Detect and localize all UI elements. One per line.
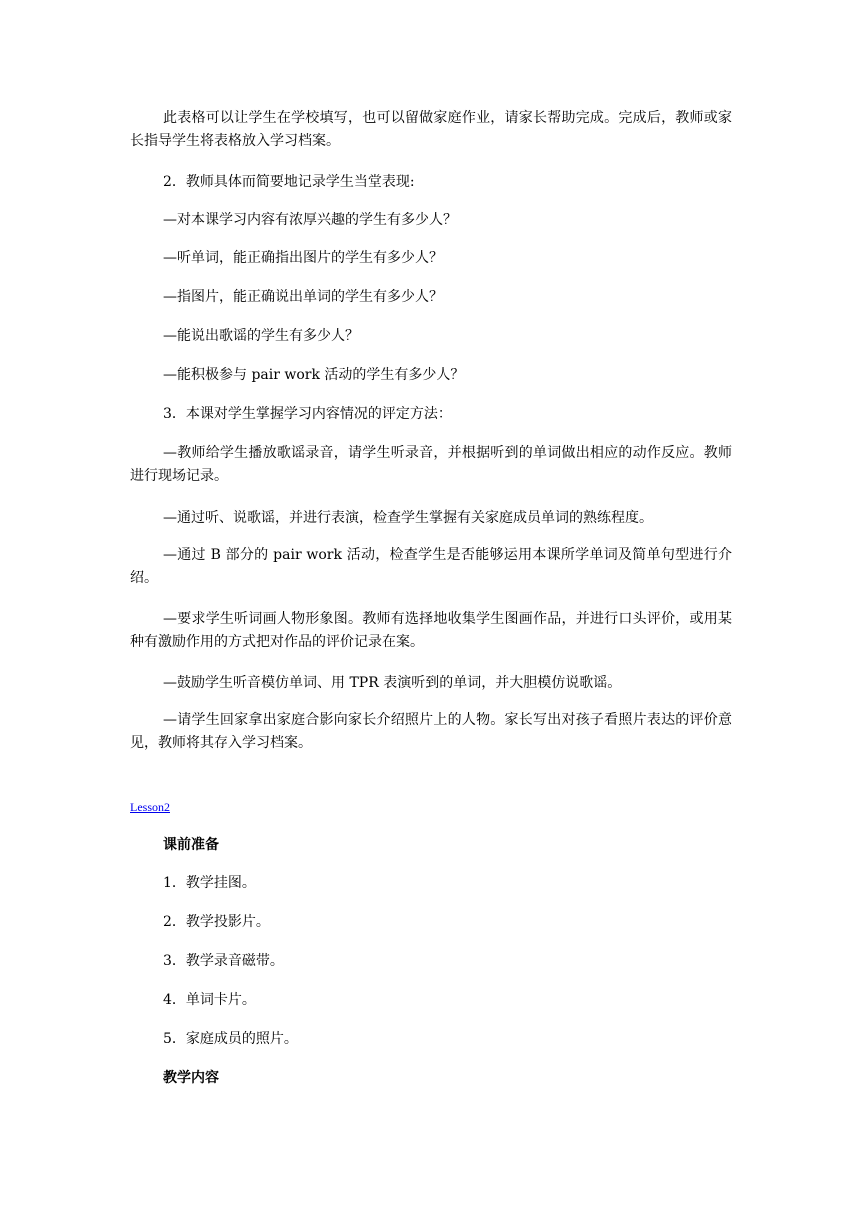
prep-item-2: 2．教学投影片。 xyxy=(163,914,270,930)
section2-item-3: —指图片，能正确说出单词的学生有多少人？ xyxy=(163,289,443,305)
section2-item-4: —能说出歌谣的学生有多少人？ xyxy=(163,328,359,344)
prep-item-3: 3．教学录音磁带。 xyxy=(163,953,284,969)
section3-item-2: —通过听、说歌谣，并进行表演，检查学生掌握有关家庭成员单词的熟练程度。 xyxy=(163,510,653,526)
content-heading: 教学内容 xyxy=(163,1070,219,1086)
section2-title: 2．教师具体而简要地记录学生当堂表现: xyxy=(163,174,415,190)
intro-paragraph: 此表格可以让学生在学校填写，也可以留做家庭作业，请家长帮助完成。完成后，教师或家长指导学生将表格放入学习档案。 xyxy=(130,110,732,149)
section3-item-5: —鼓励学生听音模仿单词、用 TPR 表演听到的单词，并大胆模仿说歌谣。 xyxy=(163,675,622,691)
prep-heading: 课前准备 xyxy=(163,837,219,853)
section2-item-5: —能积极参与 pair work 活动的学生有多少人？ xyxy=(163,367,465,383)
section3-item-3: —通过 B 部分的 pair work 活动，检查学生是否能够运用本课所学单词及简单句型进行介绍。 xyxy=(130,547,732,586)
prep-item-5: 5．家庭成员的照片。 xyxy=(163,1031,298,1047)
section3-title: 3．本课对学生掌握学习内容情况的评定方法： xyxy=(163,406,452,422)
section2-item-1: —对本课学习内容有浓厚兴趣的学生有多少人？ xyxy=(163,212,457,228)
section3-item-1: —教师给学生播放歌谣录音，请学生听录音，并根据听到的单词做出相应的动作反应。教师进行现场记录。 xyxy=(130,445,732,484)
lesson2-link[interactable]: Lesson2 xyxy=(130,800,170,814)
prep-item-1: 1．教学挂图。 xyxy=(163,875,256,891)
section3-item-4: —要求学生听词画人物形象图。教师有选择地收集学生图画作品，并进行口头评价，或用某种有激励作用的方式把对作品的评价记录在案。 xyxy=(130,611,732,650)
section3-item-6: —请学生回家拿出家庭合影向家长介绍照片上的人物。家长写出对孩子看照片表达的评价意见，教师将其存入学习档案。 xyxy=(130,712,732,751)
prep-item-4: 4．单词卡片。 xyxy=(163,992,256,1008)
section2-item-2: —听单词，能正确指出图片的学生有多少人？ xyxy=(163,250,443,266)
